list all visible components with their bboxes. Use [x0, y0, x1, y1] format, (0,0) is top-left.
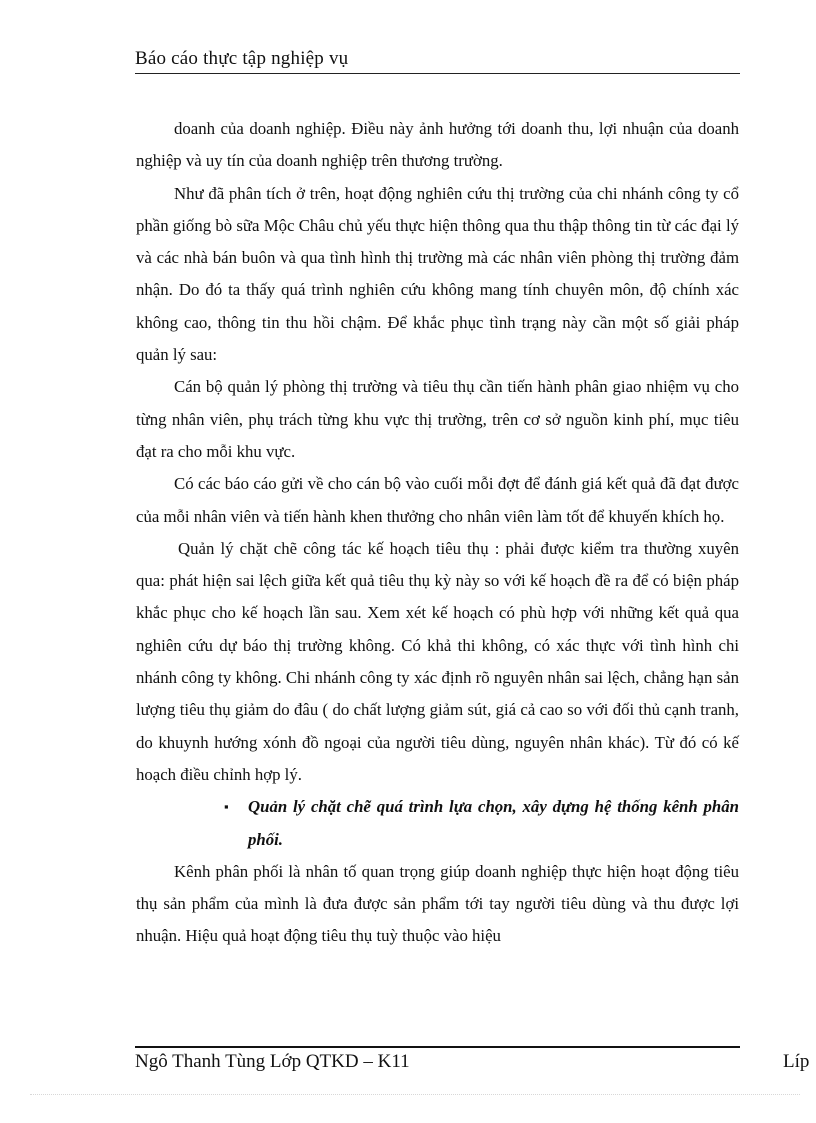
paragraph-continuation: doanh của doanh nghiệp. Điều này ảnh hưởng tới doanh thu, lợi nhuận của doanh nghiệp và uy tín của doanh nghiệp trên thương trường. [136, 119, 739, 171]
paragraph-reporting: Có các báo cáo gửi về cho cán bộ vào cuối mỗi đợt để đánh giá kết quả đã đạt được của mỗi nhân viên và tiến hành khen thưởng cho nhân viên làm tốt để khuyến khích họ. [136, 474, 739, 526]
document-body [136, 113, 739, 953]
square-bullet-icon: ▪ [224, 799, 229, 815]
paragraph-market-research: Như đã phân tích ở trên, hoạt động nghiên cứu thị trường của chi nhánh công ty cổ phần giống bò sữa Mộc Châu chủ yếu thực hiện thông qua thu thập thông tin từ các đại lý và các nhà bán buôn và qua tình hình thị trường mà các nhân viên phòng thị trường đảm nhận. Do đó ta thấy quá trình nghiên cứu không mang tính chuyên môn, độ chính xác không cao, thông tin thu hồi chậm. Để khắc phục tình trạng này cần một số giải pháp quản lý sau: [136, 183, 739, 365]
paragraph-distribution-channel: Kênh phân phối là nhân tố quan trọng giúp doanh nghiệp thực hiện hoạt động tiêu thụ sản phẩm của mình là đưa được sản phẩm tới tay người tiêu dùng và thu được lợi nhuận. Hiệu quả hoạt động tiêu thụ tuỳ thuộc vào hiệu [136, 861, 739, 946]
paragraph-task-assignment: Cán bộ quản lý phòng thị trường và tiêu thụ cần tiến hành phân giao nhiệm vụ cho từng nhân viên, phụ trách từng khu vực thị trường, trên cơ sở nguồn kinh phí, mục tiêu đạt ra cho mỗi khu vực. [136, 377, 739, 461]
footer-divider [135, 1046, 740, 1048]
footer-class: Líp [783, 1051, 810, 1072]
page-header-title: Báo cáo thực tập nghiệp vụ [135, 48, 349, 69]
page-edge-line [30, 1094, 800, 1095]
footer-author: Ngô Thanh Tùng Lớp QTKD – K11 [135, 1051, 410, 1072]
bullet-heading: Quản lý chặt chẽ quá trình lựa chọn, xây dựng hệ thống kênh phân phối. [248, 797, 739, 849]
header-divider [135, 73, 740, 74]
paragraph-sales-plan: Quản lý chặt chẽ công tác kế hoạch tiêu thụ : phải được kiểm tra thường xuyên qua: phát hiện sai lệch giữa kết quả tiêu thụ kỳ này so với kế hoạch đề ra để có biện pháp khắc phục cho kế hoạch lần sau. Xem xét kế hoạch có phù hợp với những kết quả qua nghiên cứu dự báo thị trường không. Có khả thi không, có xác thực với tình hình chi nhánh công ty không. Chi nhánh công ty xác định rõ nguyên nhân sai lệch, chẳng hạn sản lượng tiêu thụ giảm do đâu ( do chất lượng giảm sút, giá cả cao so với đối thủ cạnh tranh, do khuynh hướng xónh đồ ngoại của người tiêu dùng, nguyên nhân khác). Từ đó có kế hoạch điều chỉnh hợp lý. [136, 538, 739, 784]
bullet-item [136, 791, 739, 856]
